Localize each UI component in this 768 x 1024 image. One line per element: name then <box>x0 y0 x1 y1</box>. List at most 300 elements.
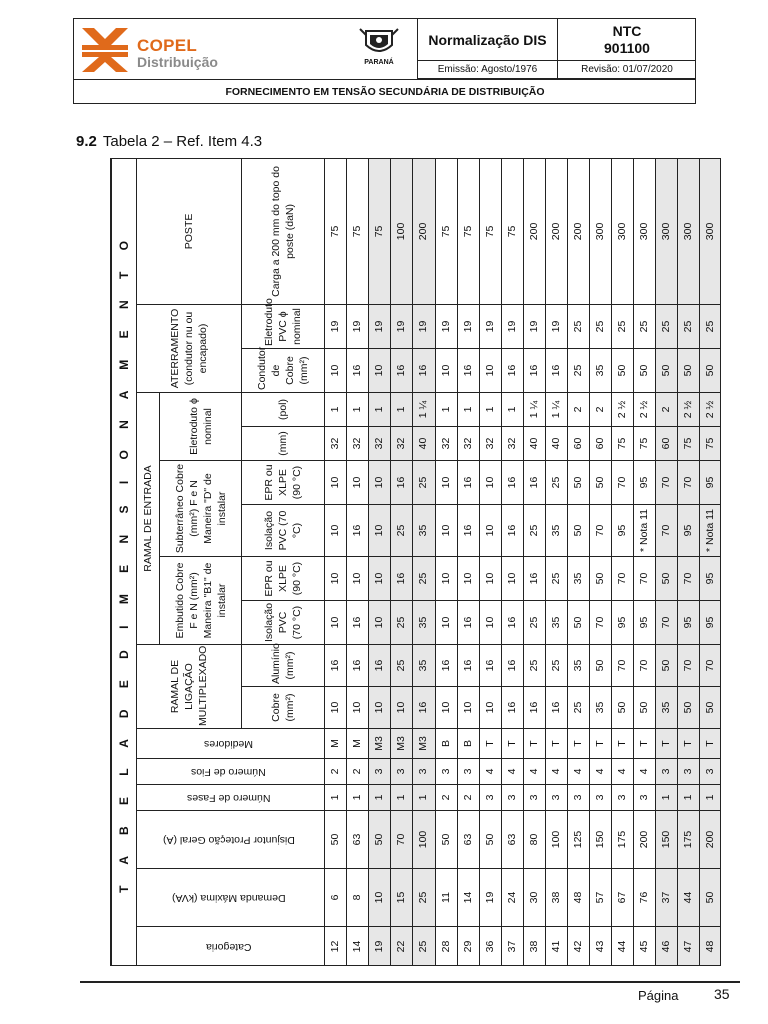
table-row <box>347 158 369 966</box>
table-row <box>413 158 435 966</box>
cell-embutido-epr: 16 <box>523 557 545 601</box>
cell-embutido-epr: 95 <box>699 557 721 601</box>
cell-eletroduto-mm: 32 <box>501 427 523 461</box>
header-embutido: Embutido Cobre F e N (mm²) Maneira "B1" de instalar <box>160 557 241 645</box>
cell-fases: 1 <box>655 785 677 811</box>
seal-label: PARANÁ <box>364 59 394 66</box>
cell-eletroduto-pol: 1 <box>479 393 501 427</box>
dimensioning-table <box>111 158 721 966</box>
cell-fios: 3 <box>457 759 479 785</box>
cell-medidores: T <box>633 729 655 759</box>
cell-categoria: 12 <box>325 927 347 967</box>
copel-logo-icon <box>82 28 128 72</box>
cell-eletroduto-mm: 40 <box>523 427 545 461</box>
cell-aluminio: 50 <box>655 645 677 687</box>
cell-embutido-epr: 10 <box>369 557 391 601</box>
cell-aluminio: 25 <box>545 645 567 687</box>
cell-categoria: 48 <box>699 927 721 967</box>
cell-subterraneo-epr: 16 <box>391 461 413 505</box>
cell-disjuntor: 70 <box>391 811 413 869</box>
header-eletroduto-pvc: Eletroduto PVC ϕ nominal <box>241 305 325 349</box>
cell-eletroduto-mm: 60 <box>655 427 677 461</box>
table-row <box>523 158 545 966</box>
parana-coat-of-arms-icon <box>356 27 402 59</box>
header-embutido-epr: EPR ou XLPE (90 °C) <box>241 557 325 601</box>
cell-eletroduto-mm: 32 <box>369 427 391 461</box>
header-aluminio: Alumínio (mm²) <box>241 645 325 687</box>
cell-categoria: 36 <box>479 927 501 967</box>
cell-eletroduto-pvc: 19 <box>523 305 545 349</box>
norm-title: Normalização DIS <box>418 19 558 61</box>
table-row <box>501 158 523 966</box>
cell-subterraneo-epr: 10 <box>325 461 347 505</box>
cell-embutido-epr: 10 <box>501 557 523 601</box>
cell-medidores: T <box>479 729 501 759</box>
cell-aluminio: 35 <box>413 645 435 687</box>
cell-carga: 300 <box>655 158 677 304</box>
table-row <box>457 158 479 966</box>
cell-eletroduto-pvc: 19 <box>347 305 369 349</box>
document-title: FORNECIMENTO EM TENSÃO SECUNDÁRIA DE DISTRIBUIÇÃO <box>74 79 696 104</box>
cell-carga: 300 <box>633 158 655 304</box>
cell-eletroduto-pol: 1 <box>501 393 523 427</box>
cell-subterraneo-epr: 70 <box>655 461 677 505</box>
cell-fases: 2 <box>435 785 457 811</box>
cell-disjuntor: 150 <box>655 811 677 869</box>
cell-aluminio: 50 <box>589 645 611 687</box>
cell-disjuntor: 50 <box>325 811 347 869</box>
cell-cobre: 10 <box>325 687 347 729</box>
cell-demanda: 50 <box>699 869 721 927</box>
cell-aluminio: 16 <box>435 645 457 687</box>
cell-embutido-pvc: 50 <box>567 601 589 645</box>
cell-categoria: 46 <box>655 927 677 967</box>
cell-disjuntor: 80 <box>523 811 545 869</box>
cell-embutido-epr: 10 <box>325 557 347 601</box>
cell-disjuntor: 63 <box>347 811 369 869</box>
cell-medidores: T <box>699 729 721 759</box>
cell-disjuntor: 175 <box>611 811 633 869</box>
cell-condutor-cobre: 16 <box>501 349 523 393</box>
cell-embutido-pvc: 95 <box>699 601 721 645</box>
cell-demanda: 19 <box>479 869 501 927</box>
doc-code <box>558 19 696 61</box>
cell-subterraneo-epr: 50 <box>567 461 589 505</box>
cell-aluminio: 70 <box>677 645 699 687</box>
cell-subterraneo-epr: 50 <box>589 461 611 505</box>
header-eletroduto: Eletroduto ϕ nominal <box>160 393 241 461</box>
cell-embutido-epr: 50 <box>589 557 611 601</box>
cell-embutido-pvc: 10 <box>369 601 391 645</box>
cell-carga: 200 <box>413 158 435 304</box>
cell-eletroduto-mm: 32 <box>347 427 369 461</box>
cell-embutido-pvc: 10 <box>479 601 501 645</box>
cell-aluminio: 16 <box>325 645 347 687</box>
cell-condutor-cobre: 50 <box>633 349 655 393</box>
cell-condutor-cobre: 50 <box>655 349 677 393</box>
cell-medidores: T <box>501 729 523 759</box>
cell-embutido-pvc: 35 <box>545 601 567 645</box>
header-subterraneo: Subterrâneo Cobre (mm²) F e N Maneira "D" de instalar <box>160 461 241 557</box>
header-eletroduto-pol: (pol) <box>241 393 325 427</box>
cell-carga: 200 <box>545 158 567 304</box>
document-header <box>73 18 696 104</box>
cell-embutido-pvc: 16 <box>457 601 479 645</box>
cell-subterraneo-pvc: 35 <box>413 505 435 557</box>
cell-aluminio: 70 <box>633 645 655 687</box>
cell-eletroduto-pvc: 19 <box>457 305 479 349</box>
cell-carga: 75 <box>369 158 391 304</box>
cell-fios: 2 <box>347 759 369 785</box>
header-carga: Carga a 200 mm do topo do poste (daN) <box>241 158 325 304</box>
header-ramal-ligacao: RAMAL DE LIGAÇÃO MULTIPLEXADO <box>137 645 242 729</box>
cell-disjuntor: 63 <box>457 811 479 869</box>
cell-demanda: 24 <box>501 869 523 927</box>
cell-eletroduto-mm: 60 <box>589 427 611 461</box>
cell-aluminio: 35 <box>567 645 589 687</box>
cell-subterraneo-pvc: 10 <box>479 505 501 557</box>
header-subterraneo-epr: EPR ou XLPE (90 °C) <box>241 461 325 505</box>
cell-categoria: 38 <box>523 927 545 967</box>
cell-fases: 3 <box>633 785 655 811</box>
cell-eletroduto-mm: 40 <box>413 427 435 461</box>
cell-subterraneo-epr: 10 <box>479 461 501 505</box>
cell-cobre: 16 <box>545 687 567 729</box>
table-row <box>633 158 655 966</box>
cell-carga: 300 <box>677 158 699 304</box>
cell-categoria: 47 <box>677 927 699 967</box>
cell-eletroduto-pvc: 25 <box>633 305 655 349</box>
cell-fases: 1 <box>347 785 369 811</box>
cell-cobre: 16 <box>501 687 523 729</box>
cell-cobre: 10 <box>457 687 479 729</box>
cell-eletroduto-pvc: 25 <box>677 305 699 349</box>
cell-fases: 3 <box>545 785 567 811</box>
cell-eletroduto-pol: 1 <box>347 393 369 427</box>
header-eletroduto-mm: (mm) <box>241 427 325 461</box>
cell-cobre: 16 <box>523 687 545 729</box>
table-row <box>479 158 501 966</box>
cell-carga: 300 <box>699 158 721 304</box>
cell-aluminio: 16 <box>347 645 369 687</box>
cell-fios: 3 <box>369 759 391 785</box>
cell-cobre: 50 <box>633 687 655 729</box>
cell-embutido-pvc: 25 <box>391 601 413 645</box>
cell-fios: 3 <box>413 759 435 785</box>
cell-subterraneo-epr: 10 <box>369 461 391 505</box>
cell-disjuntor: 100 <box>545 811 567 869</box>
cell-embutido-epr: 35 <box>567 557 589 601</box>
cell-aluminio: 16 <box>479 645 501 687</box>
cell-eletroduto-pol: 2 ½ <box>611 393 633 427</box>
cell-subterraneo-pvc: 16 <box>501 505 523 557</box>
cell-subterraneo-epr: 70 <box>611 461 633 505</box>
cell-fases: 3 <box>479 785 501 811</box>
header-embutido-pvc: Isolação PVC (70 °C) <box>241 601 325 645</box>
cell-embutido-pvc: 10 <box>435 601 457 645</box>
cell-eletroduto-pol: 2 <box>655 393 677 427</box>
cell-disjuntor: 63 <box>501 811 523 869</box>
cell-cobre: 50 <box>677 687 699 729</box>
cell-medidores: B <box>457 729 479 759</box>
cell-fios: 4 <box>589 759 611 785</box>
cell-subterraneo-pvc: 10 <box>369 505 391 557</box>
cell-eletroduto-pvc: 25 <box>589 305 611 349</box>
page-number: 35 <box>714 986 730 1002</box>
header-cobre: Cobre (mm²) <box>241 687 325 729</box>
cell-subterraneo-pvc: 16 <box>347 505 369 557</box>
cell-categoria: 41 <box>545 927 567 967</box>
cell-embutido-epr: 10 <box>347 557 369 601</box>
table-row <box>699 158 721 966</box>
cell-subterraneo-pvc: 10 <box>325 505 347 557</box>
cell-condutor-cobre: 10 <box>435 349 457 393</box>
cell-condutor-cobre: 16 <box>347 349 369 393</box>
cell-fases: 1 <box>369 785 391 811</box>
cell-subterraneo-pvc: 95 <box>677 505 699 557</box>
cell-embutido-epr: 25 <box>545 557 567 601</box>
cell-cobre: 50 <box>699 687 721 729</box>
cell-eletroduto-mm: 40 <box>545 427 567 461</box>
cell-medidores: T <box>611 729 633 759</box>
cell-condutor-cobre: 25 <box>567 349 589 393</box>
cell-eletroduto-pol: 1 <box>435 393 457 427</box>
cell-eletroduto-mm: 75 <box>699 427 721 461</box>
cell-condutor-cobre: 16 <box>413 349 435 393</box>
cell-fases: 3 <box>523 785 545 811</box>
header-fases: Número de Fases <box>137 785 325 811</box>
cell-fios: 3 <box>677 759 699 785</box>
table-row <box>611 158 633 966</box>
company-name: COPEL <box>137 36 198 55</box>
header-aterramento: ATERRAMENTO (condutor nu ou encapado) <box>137 305 242 393</box>
cell-categoria: 28 <box>435 927 457 967</box>
cell-aluminio: 25 <box>391 645 413 687</box>
cell-embutido-epr: 70 <box>611 557 633 601</box>
table-row <box>325 158 347 966</box>
cell-fios: 3 <box>435 759 457 785</box>
cell-demanda: 57 <box>589 869 611 927</box>
header-disjuntor: Disjuntor Proteção Geral (A) <box>137 811 325 869</box>
header-ramal-entrada: RAMAL DE ENTRADA <box>137 393 160 645</box>
cell-fios: 4 <box>479 759 501 785</box>
cell-medidores: T <box>589 729 611 759</box>
cell-condutor-cobre: 50 <box>699 349 721 393</box>
cell-eletroduto-pol: 2 ½ <box>633 393 655 427</box>
cell-condutor-cobre: 10 <box>369 349 391 393</box>
cell-eletroduto-pvc: 25 <box>567 305 589 349</box>
cell-demanda: 6 <box>325 869 347 927</box>
cell-subterraneo-epr: 16 <box>457 461 479 505</box>
cell-aluminio: 16 <box>457 645 479 687</box>
cell-eletroduto-pvc: 19 <box>479 305 501 349</box>
cell-condutor-cobre: 35 <box>589 349 611 393</box>
cell-subterraneo-epr: 25 <box>545 461 567 505</box>
cell-aluminio: 70 <box>611 645 633 687</box>
cell-subterraneo-epr: 16 <box>523 461 545 505</box>
cell-demanda: 14 <box>457 869 479 927</box>
cell-subterraneo-epr: 16 <box>501 461 523 505</box>
header-demanda: Demanda Máxima (kVA) <box>137 869 325 927</box>
cell-eletroduto-mm: 75 <box>677 427 699 461</box>
cell-cobre: 50 <box>611 687 633 729</box>
doc-code-line2: 901100 <box>604 39 650 56</box>
cell-cobre: 35 <box>589 687 611 729</box>
cell-demanda: 67 <box>611 869 633 927</box>
cell-fios: 2 <box>325 759 347 785</box>
cell-subterraneo-pvc: 70 <box>589 505 611 557</box>
cell-eletroduto-pvc: 19 <box>391 305 413 349</box>
cell-disjuntor: 200 <box>633 811 655 869</box>
cell-carga: 300 <box>611 158 633 304</box>
cell-embutido-pvc: 70 <box>589 601 611 645</box>
cell-subterraneo-epr: 25 <box>413 461 435 505</box>
cell-categoria: 42 <box>567 927 589 967</box>
cell-carga: 75 <box>347 158 369 304</box>
cell-cobre: 10 <box>347 687 369 729</box>
cell-carga: 200 <box>567 158 589 304</box>
dimensioning-table-frame <box>110 158 721 966</box>
cell-embutido-pvc: 16 <box>501 601 523 645</box>
cell-categoria: 45 <box>633 927 655 967</box>
cell-categoria: 29 <box>457 927 479 967</box>
cell-carga: 100 <box>391 158 413 304</box>
cell-embutido-epr: 10 <box>479 557 501 601</box>
cell-subterraneo-pvc: 35 <box>545 505 567 557</box>
cell-condutor-cobre: 16 <box>391 349 413 393</box>
cell-eletroduto-pol: 2 <box>567 393 589 427</box>
cell-medidores: M <box>347 729 369 759</box>
cell-subterraneo-pvc: 70 <box>655 505 677 557</box>
cell-embutido-pvc: 10 <box>325 601 347 645</box>
cell-fases: 1 <box>325 785 347 811</box>
cell-subterraneo-epr: 10 <box>435 461 457 505</box>
cell-demanda: 38 <box>545 869 567 927</box>
cell-embutido-epr: 50 <box>655 557 677 601</box>
cell-disjuntor: 125 <box>567 811 589 869</box>
cell-fases: 2 <box>457 785 479 811</box>
cell-medidores: M3 <box>391 729 413 759</box>
cell-fios: 4 <box>567 759 589 785</box>
cell-categoria: 19 <box>369 927 391 967</box>
logo-area <box>74 19 418 79</box>
cell-carga: 75 <box>435 158 457 304</box>
cell-embutido-pvc: 70 <box>655 601 677 645</box>
cell-fios: 3 <box>391 759 413 785</box>
cell-medidores: T <box>677 729 699 759</box>
cell-eletroduto-mm: 32 <box>435 427 457 461</box>
cell-aluminio: 16 <box>501 645 523 687</box>
cell-fases: 3 <box>611 785 633 811</box>
emission-date: Emissão: Agosto/1976 <box>418 61 558 79</box>
section-title: Tabela 2 – Ref. Item 4.3 <box>102 133 263 150</box>
cell-fios: 4 <box>633 759 655 785</box>
cell-demanda: 25 <box>413 869 435 927</box>
cell-medidores: T <box>545 729 567 759</box>
cell-demanda: 37 <box>655 869 677 927</box>
cell-eletroduto-pvc: 19 <box>369 305 391 349</box>
cell-demanda: 15 <box>391 869 413 927</box>
cell-fios: 3 <box>655 759 677 785</box>
cell-carga: 200 <box>523 158 545 304</box>
cell-fases: 3 <box>567 785 589 811</box>
cell-medidores: M3 <box>413 729 435 759</box>
cell-categoria: 22 <box>391 927 413 967</box>
cell-aluminio: 16 <box>369 645 391 687</box>
cell-fios: 4 <box>545 759 567 785</box>
cell-fios: 4 <box>501 759 523 785</box>
cell-eletroduto-mm: 32 <box>325 427 347 461</box>
cell-demanda: 8 <box>347 869 369 927</box>
cell-subterraneo-pvc: 25 <box>523 505 545 557</box>
cell-eletroduto-pol: 2 ½ <box>699 393 721 427</box>
doc-code-line1: NTC <box>612 22 642 39</box>
cell-eletroduto-mm: 32 <box>391 427 413 461</box>
cell-subterraneo-pvc: 25 <box>391 505 413 557</box>
cell-medidores: M <box>325 729 347 759</box>
cell-eletroduto-pvc: 25 <box>611 305 633 349</box>
cell-cobre: 16 <box>413 687 435 729</box>
cell-disjuntor: 100 <box>413 811 435 869</box>
cell-eletroduto-pol: 1 ¼ <box>523 393 545 427</box>
cell-eletroduto-pvc: 19 <box>545 305 567 349</box>
cell-aluminio: 70 <box>699 645 721 687</box>
cell-fios: 4 <box>611 759 633 785</box>
cell-embutido-epr: 10 <box>457 557 479 601</box>
section-number: 9.2 <box>76 133 97 150</box>
cell-eletroduto-pol: 2 ½ <box>677 393 699 427</box>
cell-embutido-pvc: 95 <box>677 601 699 645</box>
cell-disjuntor: 50 <box>369 811 391 869</box>
cell-demanda: 10 <box>369 869 391 927</box>
header-condutor-cobre: Condutor de Cobre (mm²) <box>241 349 325 393</box>
cell-eletroduto-pol: 1 ¼ <box>413 393 435 427</box>
cell-embutido-epr: 10 <box>435 557 457 601</box>
cell-condutor-cobre: 10 <box>325 349 347 393</box>
cell-cobre: 25 <box>567 687 589 729</box>
cell-medidores: T <box>655 729 677 759</box>
cell-eletroduto-mm: 32 <box>457 427 479 461</box>
cell-eletroduto-pol: 1 <box>369 393 391 427</box>
cell-eletroduto-pol: 2 <box>589 393 611 427</box>
cell-condutor-cobre: 16 <box>457 349 479 393</box>
table-row <box>677 158 699 966</box>
cell-embutido-epr: 25 <box>413 557 435 601</box>
header-categoria: Categoria <box>137 927 325 967</box>
cell-condutor-cobre: 16 <box>545 349 567 393</box>
cell-fases: 1 <box>699 785 721 811</box>
cell-medidores: T <box>523 729 545 759</box>
cell-carga: 75 <box>479 158 501 304</box>
cell-fases: 1 <box>391 785 413 811</box>
cell-demanda: 76 <box>633 869 655 927</box>
cell-subterraneo-epr: 95 <box>699 461 721 505</box>
cell-cobre: 10 <box>369 687 391 729</box>
cell-fases: 1 <box>413 785 435 811</box>
cell-fases: 1 <box>677 785 699 811</box>
cell-embutido-pvc: 25 <box>523 601 545 645</box>
cell-embutido-pvc: 95 <box>611 601 633 645</box>
cell-cobre: 10 <box>435 687 457 729</box>
cell-aluminio: 25 <box>523 645 545 687</box>
cell-disjuntor: 200 <box>699 811 721 869</box>
cell-categoria: 44 <box>611 927 633 967</box>
cell-cobre: 10 <box>391 687 413 729</box>
cell-disjuntor: 175 <box>677 811 699 869</box>
cell-categoria: 25 <box>413 927 435 967</box>
table-title: T A B E L A D E D I M E N S I O N A M E N T O <box>112 158 137 966</box>
cell-eletroduto-mm: 75 <box>611 427 633 461</box>
